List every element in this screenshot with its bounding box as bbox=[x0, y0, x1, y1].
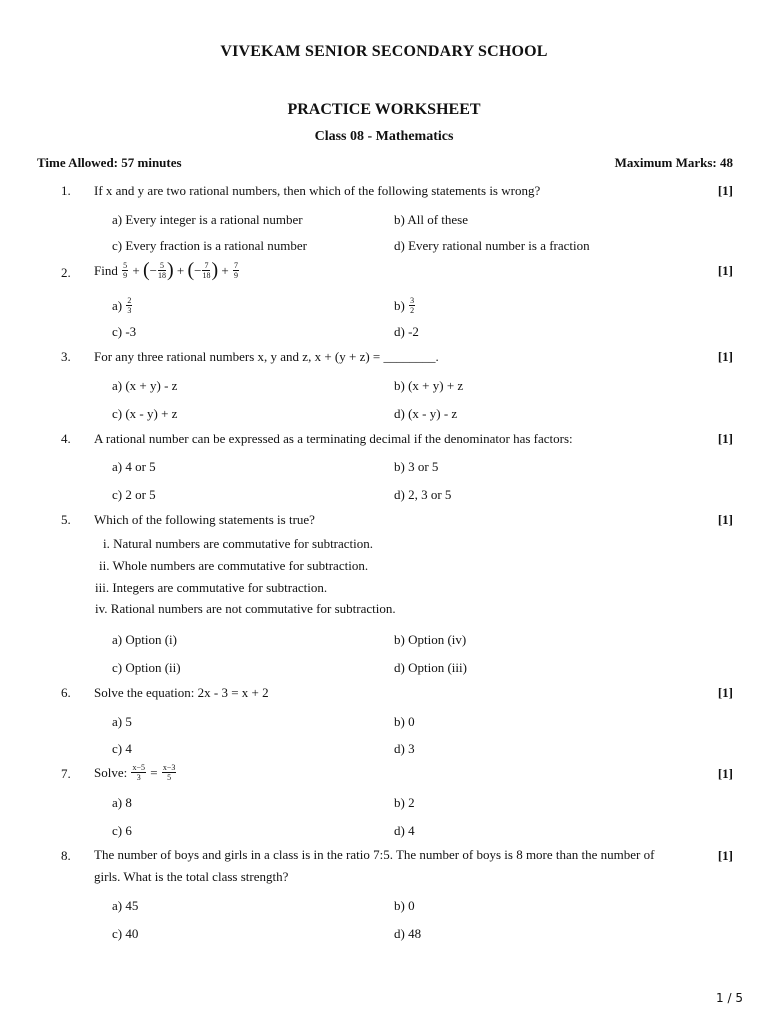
option-d: d) (x - y) - z bbox=[394, 406, 458, 421]
option-c: c) 2 or 5 bbox=[112, 487, 156, 502]
question-marks: [1] bbox=[717, 848, 733, 863]
option-d: d) 2, 3 or 5 bbox=[394, 487, 452, 502]
option-c: c) (x - y) + z bbox=[112, 406, 178, 421]
option-b: b) Option (iv) bbox=[394, 632, 467, 647]
option-a: a) Option (i) bbox=[112, 632, 177, 647]
statement-item: iv. Rational numbers are not commutative for subtraction. bbox=[95, 601, 396, 616]
question-marks: [1] bbox=[717, 512, 733, 527]
page-number: 1 / 5 bbox=[716, 991, 743, 1005]
option-b: b) All of these bbox=[394, 212, 469, 227]
option-a: a) 4 or 5 bbox=[112, 459, 156, 474]
option-d: d) 4 bbox=[394, 823, 415, 838]
question-number: 3. bbox=[61, 349, 71, 364]
fraction: $\frac{7}{9}$ bbox=[234, 261, 238, 280]
option-b: b) 3 or 5 bbox=[394, 459, 439, 474]
question-number: 1. bbox=[61, 183, 71, 198]
statement-item: iii. Integers are commutative for subtraction. bbox=[95, 580, 328, 595]
question-text: Find bbox=[94, 262, 118, 278]
option-a: a) 8 bbox=[112, 795, 132, 810]
option-b: b) 0 bbox=[394, 714, 415, 729]
question-marks: [1] bbox=[717, 183, 733, 198]
option-d: d) 3 bbox=[394, 741, 415, 756]
question-text: Solve the equation: 2x - 3 = x + 2 bbox=[94, 685, 269, 700]
question-marks: [1] bbox=[717, 685, 733, 700]
question-text: The number of boys and girls in a class is in the ratio 7:5. The number of boys is 8 more than the number of girls. What is the total class strength? bbox=[94, 847, 655, 884]
option-a: a) 5 bbox=[112, 714, 132, 729]
question-text: Which of the following statements is true? bbox=[94, 512, 315, 527]
question-number: 6. bbox=[61, 685, 71, 700]
option-b: b) (x + y) + z bbox=[394, 378, 464, 393]
option-b: b) 2 bbox=[394, 795, 415, 810]
option-d: d) 48 bbox=[394, 926, 422, 941]
option-b: b) 0 bbox=[394, 898, 415, 913]
option-d: d) Every rational number is a fraction bbox=[394, 238, 590, 253]
question-number: 7. bbox=[61, 766, 71, 781]
maximum-marks: Maximum Marks: 48 bbox=[614, 155, 733, 170]
worksheet-title: PRACTICE WORKSHEET bbox=[287, 101, 481, 118]
option-a: a) Every integer is a rational number bbox=[112, 212, 303, 227]
question-expression: Solve: $\frac{x-5}{3}$ = $\frac{x-3}{5}$ bbox=[94, 763, 176, 782]
option-c: c) 6 bbox=[112, 823, 132, 838]
option-c: c) 4 bbox=[112, 741, 132, 756]
question-marks: [1] bbox=[717, 766, 733, 781]
question-text: Solve: bbox=[94, 764, 128, 780]
school-name: VIVEKAM SENIOR SECONDARY SCHOOL bbox=[220, 43, 548, 60]
option-c: c) Option (ii) bbox=[112, 660, 181, 675]
question-marks: [1] bbox=[717, 349, 733, 364]
question-number: 4. bbox=[61, 431, 71, 446]
option-b: b) $\frac{3}{2}$ bbox=[394, 296, 415, 315]
option-d: d) Option (iii) bbox=[394, 660, 467, 675]
option-a: a) 45 bbox=[112, 898, 139, 913]
question-marks: [1] bbox=[717, 431, 733, 446]
question-number: 2. bbox=[61, 265, 71, 280]
question-text: A rational number can be expressed as a terminating decimal if the denominator has factors: bbox=[94, 431, 573, 446]
question-text: For any three rational numbers x, y and z, x + (y + z) = ________. bbox=[94, 349, 439, 364]
option-a: a) (x + y) - z bbox=[112, 378, 178, 393]
option-d: d) -2 bbox=[394, 324, 419, 339]
fraction: $\frac{x-5}{3}$ bbox=[132, 763, 145, 782]
statement-item: i. Natural numbers are commutative for subtraction. bbox=[103, 536, 374, 551]
fraction: $\frac{5}{18}$ bbox=[157, 261, 166, 280]
question-number: 8. bbox=[61, 848, 71, 863]
question-text: If x and y are two rational numbers, then which of the following statements is wrong? bbox=[94, 183, 541, 198]
fraction: $\frac{x-3}{5}$ bbox=[162, 763, 176, 782]
class-subject: Class 08 - Mathematics bbox=[314, 129, 454, 144]
fraction: $\frac{5}{9}$ bbox=[123, 261, 128, 280]
option-c: c) -3 bbox=[112, 324, 137, 339]
fraction: $\frac{7}{18}$ bbox=[202, 261, 211, 280]
question-marks: [1] bbox=[717, 263, 733, 278]
option-a: a) $\frac{2}{3}$ bbox=[112, 296, 132, 315]
question-expression: Find $\frac{5}{9}$ + ( − $\frac{5}{18}$ ) + ( − $\frac{7}{18}$ ) + $\frac{7}{9}$ bbox=[94, 259, 238, 281]
statement-item: ii. Whole numbers are commutative for subtraction. bbox=[99, 558, 369, 573]
time-allowed: Time Allowed: 57 minutes bbox=[37, 155, 182, 170]
question-number: 5. bbox=[61, 512, 71, 527]
option-c: c) Every fraction is a rational number bbox=[112, 238, 307, 253]
option-c: c) 40 bbox=[112, 926, 139, 941]
